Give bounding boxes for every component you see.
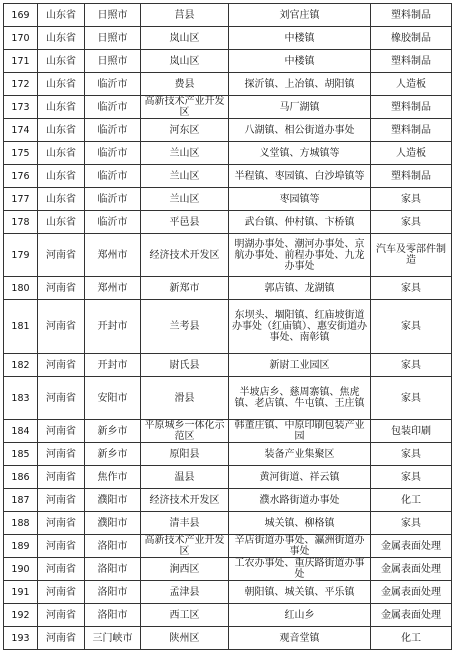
table-row: [4, 466, 452, 489]
industry-cell: 金属表面处理: [371, 604, 452, 627]
province-cell: 河南省: [38, 234, 85, 277]
towns-cell: 半程镇、枣园镇、白沙埠镇等: [229, 165, 371, 188]
county-cell: 涧西区: [141, 558, 229, 581]
industry-cell: 家具: [371, 211, 452, 234]
row-number-cell: 188: [4, 512, 38, 535]
province-cell: 河南省: [38, 300, 85, 354]
row-number-cell: 180: [4, 277, 38, 300]
city-cell: 三门峡市: [85, 627, 141, 650]
industry-cell: 塑料制品: [371, 165, 452, 188]
table-row: [4, 277, 452, 300]
city-cell: 临沂市: [85, 119, 141, 142]
row-number-cell: 175: [4, 142, 38, 165]
row-number-cell: 184: [4, 420, 38, 443]
province-cell: 河南省: [38, 627, 85, 650]
row-number-cell: 178: [4, 211, 38, 234]
county-cell: 岚山区: [141, 27, 229, 50]
city-cell: 临沂市: [85, 73, 141, 96]
towns-cell: 马厂湖镇: [229, 96, 371, 119]
county-cell: 高新技术产业开发区: [141, 535, 229, 558]
industry-cell: 人造板: [371, 73, 452, 96]
province-cell: 山东省: [38, 50, 85, 73]
province-cell: 山东省: [38, 188, 85, 211]
row-number-cell: 169: [4, 4, 38, 27]
towns-cell: 城关镇、柳格镇: [229, 512, 371, 535]
industry-cell: 化工: [371, 627, 452, 650]
province-cell: 山东省: [38, 211, 85, 234]
industry-cell: 家具: [371, 277, 452, 300]
city-cell: 临沂市: [85, 142, 141, 165]
city-cell: 临沂市: [85, 165, 141, 188]
table-row: [4, 300, 452, 354]
row-number-cell: 179: [4, 234, 38, 277]
city-cell: 日照市: [85, 4, 141, 27]
industry-cell: 金属表面处理: [371, 535, 452, 558]
row-number-cell: 190: [4, 558, 38, 581]
table-row: [4, 211, 452, 234]
row-number-cell: 172: [4, 73, 38, 96]
towns-cell: 韩董庄镇、中原印刷包装产业园: [229, 420, 371, 443]
towns-cell: 明湖办事处、潮河办事处、京航办事处、前程办事处、九龙办事处: [229, 234, 371, 277]
county-cell: 新郑市: [141, 277, 229, 300]
row-number-cell: 189: [4, 535, 38, 558]
county-cell: 平原城乡一体化示范区: [141, 420, 229, 443]
city-cell: 临沂市: [85, 188, 141, 211]
table-row: [4, 142, 452, 165]
row-number-cell: 174: [4, 119, 38, 142]
table-row: [4, 73, 452, 96]
towns-cell: 武台镇、仲村镇、卞桥镇: [229, 211, 371, 234]
towns-cell: 探沂镇、上冶镇、胡阳镇: [229, 73, 371, 96]
towns-cell: 观音堂镇: [229, 627, 371, 650]
city-cell: 临沂市: [85, 96, 141, 119]
industry-cell: 化工: [371, 489, 452, 512]
county-cell: 兰山区: [141, 165, 229, 188]
province-cell: 山东省: [38, 27, 85, 50]
city-cell: 濮阳市: [85, 512, 141, 535]
county-cell: 尉氏县: [141, 354, 229, 377]
province-cell: 山东省: [38, 119, 85, 142]
province-cell: 山东省: [38, 142, 85, 165]
table-row: [4, 581, 452, 604]
county-cell: 岚山区: [141, 50, 229, 73]
county-cell: 莒县: [141, 4, 229, 27]
county-cell: 陕州区: [141, 627, 229, 650]
towns-cell: 濮水路街道办事处: [229, 489, 371, 512]
row-number-cell: 191: [4, 581, 38, 604]
industry-cell: 塑料制品: [371, 96, 452, 119]
county-cell: 滑县: [141, 377, 229, 420]
table-row: [4, 165, 452, 188]
table-row: [4, 558, 452, 581]
industry-cell: 家具: [371, 466, 452, 489]
table-row: [4, 420, 452, 443]
table-row: [4, 535, 452, 558]
cluster-table: [3, 3, 452, 650]
province-cell: 河南省: [38, 443, 85, 466]
towns-cell: 义堂镇、方城镇等: [229, 142, 371, 165]
towns-cell: 郭店镇、龙湖镇: [229, 277, 371, 300]
towns-cell: 中楼镇: [229, 50, 371, 73]
industry-cell: 家具: [371, 512, 452, 535]
city-cell: 郑州市: [85, 277, 141, 300]
city-cell: 新乡市: [85, 443, 141, 466]
county-cell: 温县: [141, 466, 229, 489]
province-cell: 河南省: [38, 489, 85, 512]
province-cell: 河南省: [38, 277, 85, 300]
county-cell: 兰山区: [141, 188, 229, 211]
province-cell: 山东省: [38, 165, 85, 188]
table-row: [4, 377, 452, 420]
towns-cell: 八湖镇、相公街道办事处: [229, 119, 371, 142]
county-cell: 兰山区: [141, 142, 229, 165]
city-cell: 洛阳市: [85, 604, 141, 627]
county-cell: 高新技术产业开发区: [141, 96, 229, 119]
industry-cell: 橡胶制品: [371, 27, 452, 50]
row-number-cell: 177: [4, 188, 38, 211]
towns-cell: 东坝头、堌阳镇、红庙坡街道办事处（红庙镇）、惠安街道办事处、南彰镇: [229, 300, 371, 354]
city-cell: 日照市: [85, 50, 141, 73]
city-cell: 洛阳市: [85, 558, 141, 581]
city-cell: 濮阳市: [85, 489, 141, 512]
towns-cell: 红山乡: [229, 604, 371, 627]
county-cell: 费县: [141, 73, 229, 96]
table-row: [4, 119, 452, 142]
towns-cell: 朝阳镇、城关镇、平乐镇: [229, 581, 371, 604]
county-cell: 经济技术开发区: [141, 234, 229, 277]
city-cell: 开封市: [85, 300, 141, 354]
row-number-cell: 186: [4, 466, 38, 489]
table-row: [4, 627, 452, 650]
city-cell: 新乡市: [85, 420, 141, 443]
province-cell: 河南省: [38, 581, 85, 604]
table-row: [4, 50, 452, 73]
towns-cell: 黄河街道、祥云镇: [229, 466, 371, 489]
table-row: [4, 188, 452, 211]
table-row: [4, 604, 452, 627]
industry-cell: 家具: [371, 377, 452, 420]
province-cell: 河南省: [38, 466, 85, 489]
row-number-cell: 187: [4, 489, 38, 512]
province-cell: 河南省: [38, 420, 85, 443]
city-cell: 洛阳市: [85, 581, 141, 604]
industry-cell: 塑料制品: [371, 50, 452, 73]
table-row: [4, 27, 452, 50]
industry-cell: 人造板: [371, 142, 452, 165]
county-cell: 西工区: [141, 604, 229, 627]
row-number-cell: 181: [4, 300, 38, 354]
industry-cell: 金属表面处理: [371, 581, 452, 604]
row-number-cell: 185: [4, 443, 38, 466]
table-row: [4, 512, 452, 535]
towns-cell: 装备产业集聚区: [229, 443, 371, 466]
table-row: [4, 4, 452, 27]
province-cell: 山东省: [38, 4, 85, 27]
city-cell: 开封市: [85, 354, 141, 377]
table-row: [4, 354, 452, 377]
row-number-cell: 192: [4, 604, 38, 627]
province-cell: 山东省: [38, 96, 85, 119]
province-cell: 山东省: [38, 73, 85, 96]
county-cell: 兰考县: [141, 300, 229, 354]
industry-cell: 塑料制品: [371, 119, 452, 142]
city-cell: 临沂市: [85, 211, 141, 234]
row-number-cell: 183: [4, 377, 38, 420]
industry-cell: 包装印刷: [371, 420, 452, 443]
city-cell: 洛阳市: [85, 535, 141, 558]
city-cell: 郑州市: [85, 234, 141, 277]
industry-cell: 塑料制品: [371, 4, 452, 27]
table-body: [4, 4, 452, 650]
towns-cell: 半坡店乡、慈周寨镇、焦虎镇、老店镇、牛屯镇、王庄镇: [229, 377, 371, 420]
row-number-cell: 193: [4, 627, 38, 650]
county-cell: 河东区: [141, 119, 229, 142]
county-cell: 孟津县: [141, 581, 229, 604]
province-cell: 河南省: [38, 558, 85, 581]
province-cell: 河南省: [38, 377, 85, 420]
industry-cell: 家具: [371, 354, 452, 377]
industry-cell: 金属表面处理: [371, 558, 452, 581]
row-number-cell: 182: [4, 354, 38, 377]
row-number-cell: 171: [4, 50, 38, 73]
table-row: [4, 489, 452, 512]
county-cell: 平邑县: [141, 211, 229, 234]
province-cell: 河南省: [38, 354, 85, 377]
industry-cell: 家具: [371, 443, 452, 466]
towns-cell: 刘官庄镇: [229, 4, 371, 27]
towns-cell: 枣园镇等: [229, 188, 371, 211]
towns-cell: 工农办事处、重庆路街道办事处: [229, 558, 371, 581]
table-row: [4, 443, 452, 466]
towns-cell: 中楼镇: [229, 27, 371, 50]
towns-cell: 辛店街道办事处、瀛洲街道办事处: [229, 535, 371, 558]
province-cell: 河南省: [38, 512, 85, 535]
city-cell: 安阳市: [85, 377, 141, 420]
province-cell: 河南省: [38, 604, 85, 627]
county-cell: 经济技术开发区: [141, 489, 229, 512]
county-cell: 清丰县: [141, 512, 229, 535]
city-cell: 日照市: [85, 27, 141, 50]
towns-cell: 新尉工业园区: [229, 354, 371, 377]
province-cell: 河南省: [38, 535, 85, 558]
row-number-cell: 176: [4, 165, 38, 188]
industry-cell: 汽车及零部件制造: [371, 234, 452, 277]
industry-cell: 家具: [371, 300, 452, 354]
row-number-cell: 173: [4, 96, 38, 119]
county-cell: 原阳县: [141, 443, 229, 466]
industry-cell: 家具: [371, 188, 452, 211]
row-number-cell: 170: [4, 27, 38, 50]
table-row: [4, 96, 452, 119]
city-cell: 焦作市: [85, 466, 141, 489]
table-row: [4, 234, 452, 277]
